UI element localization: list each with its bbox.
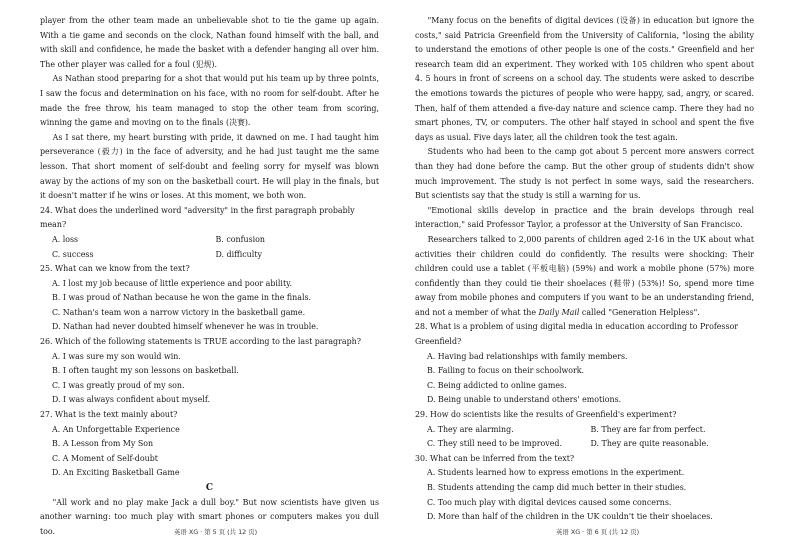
section-heading: C	[205, 483, 214, 493]
option-a: A. They are alarming.	[427, 424, 514, 434]
left-page	[40, 14, 379, 539]
option-b: B. They are far from perfect.	[590, 424, 706, 434]
option-a: A. Having bad relationships with family members.	[427, 351, 628, 361]
question-28	[415, 320, 754, 408]
passage-paragraph: "All work and no play make Jack a dull boy." But now scientists have given us another warning: too much play with smart phones or computers makes you dull too.	[40, 497, 379, 536]
option-c: C. They still need to be improved.	[427, 439, 562, 449]
option-b: B. I often taught my son lessons on basketball.	[52, 366, 239, 376]
right-page	[415, 14, 754, 525]
question-stem: 30. What can be inferred from the text?	[415, 453, 575, 463]
option-d: D. I was always confident about myself.	[52, 395, 210, 405]
passage-paragraph	[415, 233, 754, 321]
option-b: B. confusion	[215, 234, 265, 244]
passage-paragraph: As I sat there, my heart bursting with pride, it dawned on me. I had taught him perseverance (毅力) in the face of adversity, and he had just taught me the same lesson. That short moment of self-doubt and feeling sorry for myself was blown away by the actions of my son on the basketball court. He will play in the finals, but it doesn't matter if he wins or loses. At this moment, we both won.	[40, 132, 379, 201]
option-d: D. An Exciting Basketball Game	[52, 468, 180, 478]
question-stem: 28. What is a problem of using digital media in education according to Professor Greenfield?	[415, 322, 739, 347]
option-c: C. Being addicted to online games.	[427, 380, 567, 390]
question-30	[415, 452, 754, 525]
question-stem: 29. How do scientists like the results of Greenfield's experiment?	[415, 410, 677, 420]
question-24	[40, 204, 379, 262]
question-25	[40, 262, 379, 335]
question-29	[415, 408, 754, 452]
option-b: B. I was proud of Nathan because he won the game in the finals.	[52, 293, 312, 303]
newspaper-name: Daily Mail	[538, 307, 580, 317]
option-c: C. A Moment of Self-doubt	[52, 453, 158, 463]
option-d: D. difficulty	[215, 249, 262, 259]
option-b: B. Students attending the camp did much better in their studies.	[427, 483, 687, 492]
question-stem: 27. What is the text mainly about?	[40, 410, 178, 420]
question-stem: 24. What does the underlined word "adversity" in the first paragraph probably mean?	[40, 205, 355, 230]
option-a: A. I lost my job because of little experience and poor ability.	[52, 278, 293, 288]
passage-paragraph: Students who had been to the camp got about 5 percent more answers correct than they had done before the camp. But the other group of students didn't show much improvement. The study is not perfect in some ways, said the researchers. But scientists say that the study is still a warning for us.	[415, 147, 754, 201]
question-26	[40, 335, 379, 408]
option-a: A. An Unforgettable Experience	[52, 424, 180, 434]
passage-paragraph: As Nathan stood preparing for a shot that would put his team up by three points, I saw the focus and determination on his face, with no room for self-doubt. After he made the free throw, his team managed to stop the other team from scoring, winning the game and moving on to the finals (决赛).	[40, 74, 379, 128]
passage-paragraph: "Many focus on the benefits of digital devices (设备) in education but ignore the costs," said Patricia Greenfield from the University of California, "losing the ability to understand the emotions of other people is one of the costs." Greenfield and her research team did an experiment. They worked with 105 children who spent about 4. 5 hours in front of screens on a school day. The students were asked to describe the emotions towards the pictures of people who were happy, sad, angry, or scared. Then, half of them attended a five-day nature and science camp. There they had no smart phones, TV, or computers. The other half stayed in school and spent the five days as usual. Five days later, all the children took the test again.	[415, 16, 754, 142]
option-a: A. I was sure my son would win.	[52, 351, 181, 361]
option-c: C. I was greatly proud of my son.	[52, 380, 185, 390]
option-d: D. They are quite reasonable.	[590, 439, 709, 449]
passage-paragraph: player from the other team made an unbelievable shot to tie the game up again. With a tie game and seconds on the clock, Nathan found himself with the ball, and with skill and confidence, he made the basket with a defender hanging all over him. The other player was called for a foul (犯规).	[40, 16, 379, 69]
page-footer: 英语 XG · 第 5 页 (共 12 页)	[174, 528, 258, 536]
option-b: B. A Lesson from My Son	[52, 439, 154, 449]
option-a: A. Students learned how to express emotions in the experiment.	[427, 468, 685, 478]
passage-paragraph: "Emotional skills develop in practice and the brain develops through real interaction," said Professor Taylor, a professor at the University of San Francisco.	[415, 205, 754, 230]
question-27	[40, 408, 379, 481]
page-footer: 英语 XG · 第 6 页 (共 12 页)	[556, 528, 640, 536]
question-stem: 25. What can we know from the text?	[40, 264, 190, 274]
option-b: B. Failing to focus on their schoolwork.	[427, 366, 585, 376]
paragraph-text: Researchers talked to 2,000 parents of children aged 2-16 in the UK about what activities their children could do confidently. The results were shocking: Their children could use a tablet (平板电脑) (59%) and work a mobile phone (57%) more confidently than they could tie their shoelaces (鞋带) (53%)! So, spend more time away from mobile phones and computers if you want to be an understanding friend, and not a member of what the	[415, 234, 754, 317]
option-d: D. Nathan had never doubted himself whenever he was in trouble.	[52, 322, 319, 332]
option-d: D. Being unable to understand others' emotions.	[427, 395, 622, 405]
option-a: A. loss	[52, 234, 79, 244]
option-c: C. success	[52, 249, 94, 259]
option-c: C. Too much play with digital devices caused some concerns.	[427, 497, 672, 507]
option-d: D. More than half of the children in the UK couldn't tie their shoelaces.	[427, 512, 713, 522]
option-c: C. Nathan's team won a narrow victory in the basketball game.	[52, 307, 306, 317]
question-stem: 26. Which of the following statements is TRUE according to the last paragraph?	[40, 337, 361, 347]
paragraph-text: called "Generation Helpless".	[579, 307, 700, 317]
